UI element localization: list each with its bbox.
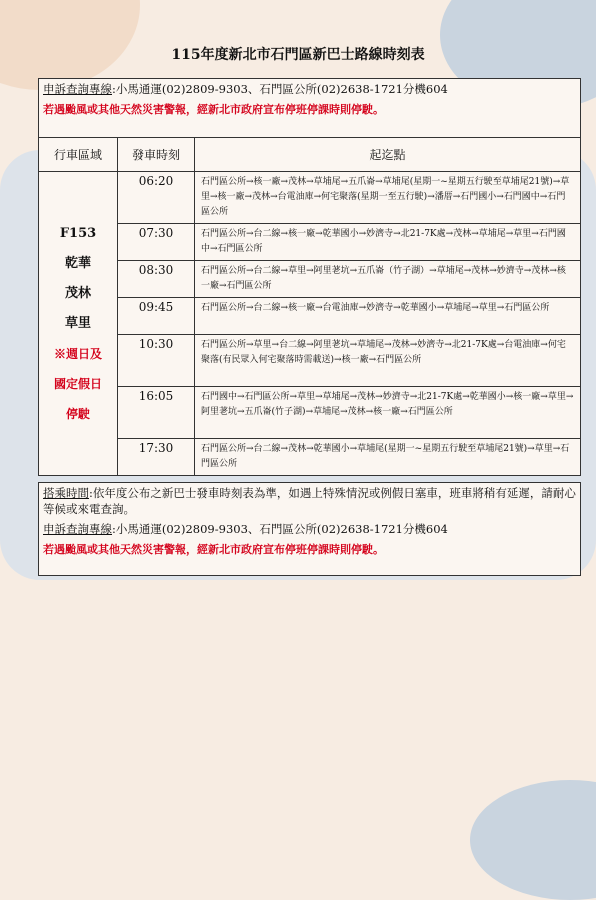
decor-circle	[470, 780, 596, 900]
holiday-note: ※週日及	[53, 346, 102, 361]
ride-text: :依年度公布之新巴士發車時刻表為準，如遇上特殊情況或例假日塞車，班車將稍有延遲，請耐心等候或來電查詢。	[43, 486, 576, 516]
page-title: 115年度新北市石門區新巴士路線時刻表	[171, 47, 425, 63]
notice-label: 申訴查詢專線	[43, 82, 112, 96]
notice-text: :小馬通運(02)2809-9303、石門區公所(02)2638-1721分機604	[112, 82, 448, 96]
route-stops: 石門區公所→台二線→草里→阿里荖坑→五爪崙（竹子湖）→草埔尾→茂林→妙濟寺→茂林→核一廠→石門區公所	[195, 261, 581, 298]
table-row	[39, 224, 581, 261]
departure-time: 16:05	[118, 387, 195, 439]
route-stops: 石門區公所→台二線→核一廠→台電油庫→妙濟寺→乾華國小→草埔尾→草里→石門區公所	[195, 298, 581, 335]
departure-time: 06:20	[118, 172, 195, 224]
header-region: 行車區域	[39, 138, 118, 172]
table-row	[39, 172, 581, 224]
table-row	[39, 298, 581, 335]
contact-label: 申訴查詢專線	[43, 522, 112, 536]
contact-text: :小馬通運(02)2809-9303、石門區公所(02)2638-1721分機604	[112, 522, 448, 536]
region-area: 乾華	[64, 255, 91, 271]
holiday-note: 停駛	[65, 406, 90, 421]
notice-alert: 若遇颱風或其他天然災害警報，經新北市政府宣布停班停課時則停駛。	[43, 103, 384, 116]
region-area: 茂林	[64, 285, 91, 301]
notice-contact	[39, 79, 580, 99]
table-header-row	[39, 138, 581, 172]
route-stops: 石門區公所→台二線→核一廠→乾華國小→妙濟寺→北21-7K處→茂林→草埔尾→草里→石門國中→石門區公所	[195, 224, 581, 261]
header-route: 起迄點	[195, 138, 581, 172]
footer-alert: 若遇颱風或其他天然災害警報，經新北市政府宣布停班停課時則停駛。	[43, 543, 384, 556]
table-row	[39, 335, 581, 387]
notice-box	[38, 78, 581, 138]
departure-time: 17:30	[118, 439, 195, 476]
route-stops: 石門國中→石門區公所→草里→草埔尾→茂林→妙濟寺→北21-7K處→乾華國小→核一廠→草里→阿里荖坑→五爪崙(竹子湖)→草埔尾→茂林→核一廠→石門區公所	[195, 387, 581, 439]
departure-time: 07:30	[118, 224, 195, 261]
table-row	[39, 261, 581, 298]
table-row	[39, 387, 581, 439]
route-stops: 石門區公所→草里→台二線→阿里荖坑→草埔尾→茂林→妙濟寺→北21-7K處→台電油庫→何宅聚落(有民眾入何宅聚落時需載送)→核一廠→石門區公所	[195, 335, 581, 387]
footer-contact	[39, 519, 580, 539]
footer-box	[38, 482, 581, 576]
ride-label: 搭乘時間	[43, 486, 89, 500]
departure-time: 09:45	[118, 298, 195, 335]
departure-time: 10:30	[118, 335, 195, 387]
ride-time-note	[39, 483, 580, 519]
departure-time: 08:30	[118, 261, 195, 298]
header-time: 發車時刻	[118, 138, 195, 172]
holiday-note: 國定假日	[53, 376, 102, 391]
region-area: 草里	[64, 315, 91, 331]
route-code: F153	[59, 225, 97, 241]
route-stops: 石門區公所→台二線→茂林→乾華國小→草埔尾(星期一~星期五行駛至草埔尾21號)→草里→石門區公所	[195, 439, 581, 476]
route-stops: 石門區公所→核一廠→茂林→草埔尾→五爪崙→草埔尾(星期一~星期五行駛至草埔尾21號)→草里→核一廠→茂林→台電油庫→何宅聚落(星期一至五行駛)→潘厝→石門國小→石門國中→石門區公所	[195, 172, 581, 224]
table-row	[39, 439, 581, 476]
region-cell	[39, 172, 118, 476]
schedule-table	[38, 137, 581, 476]
